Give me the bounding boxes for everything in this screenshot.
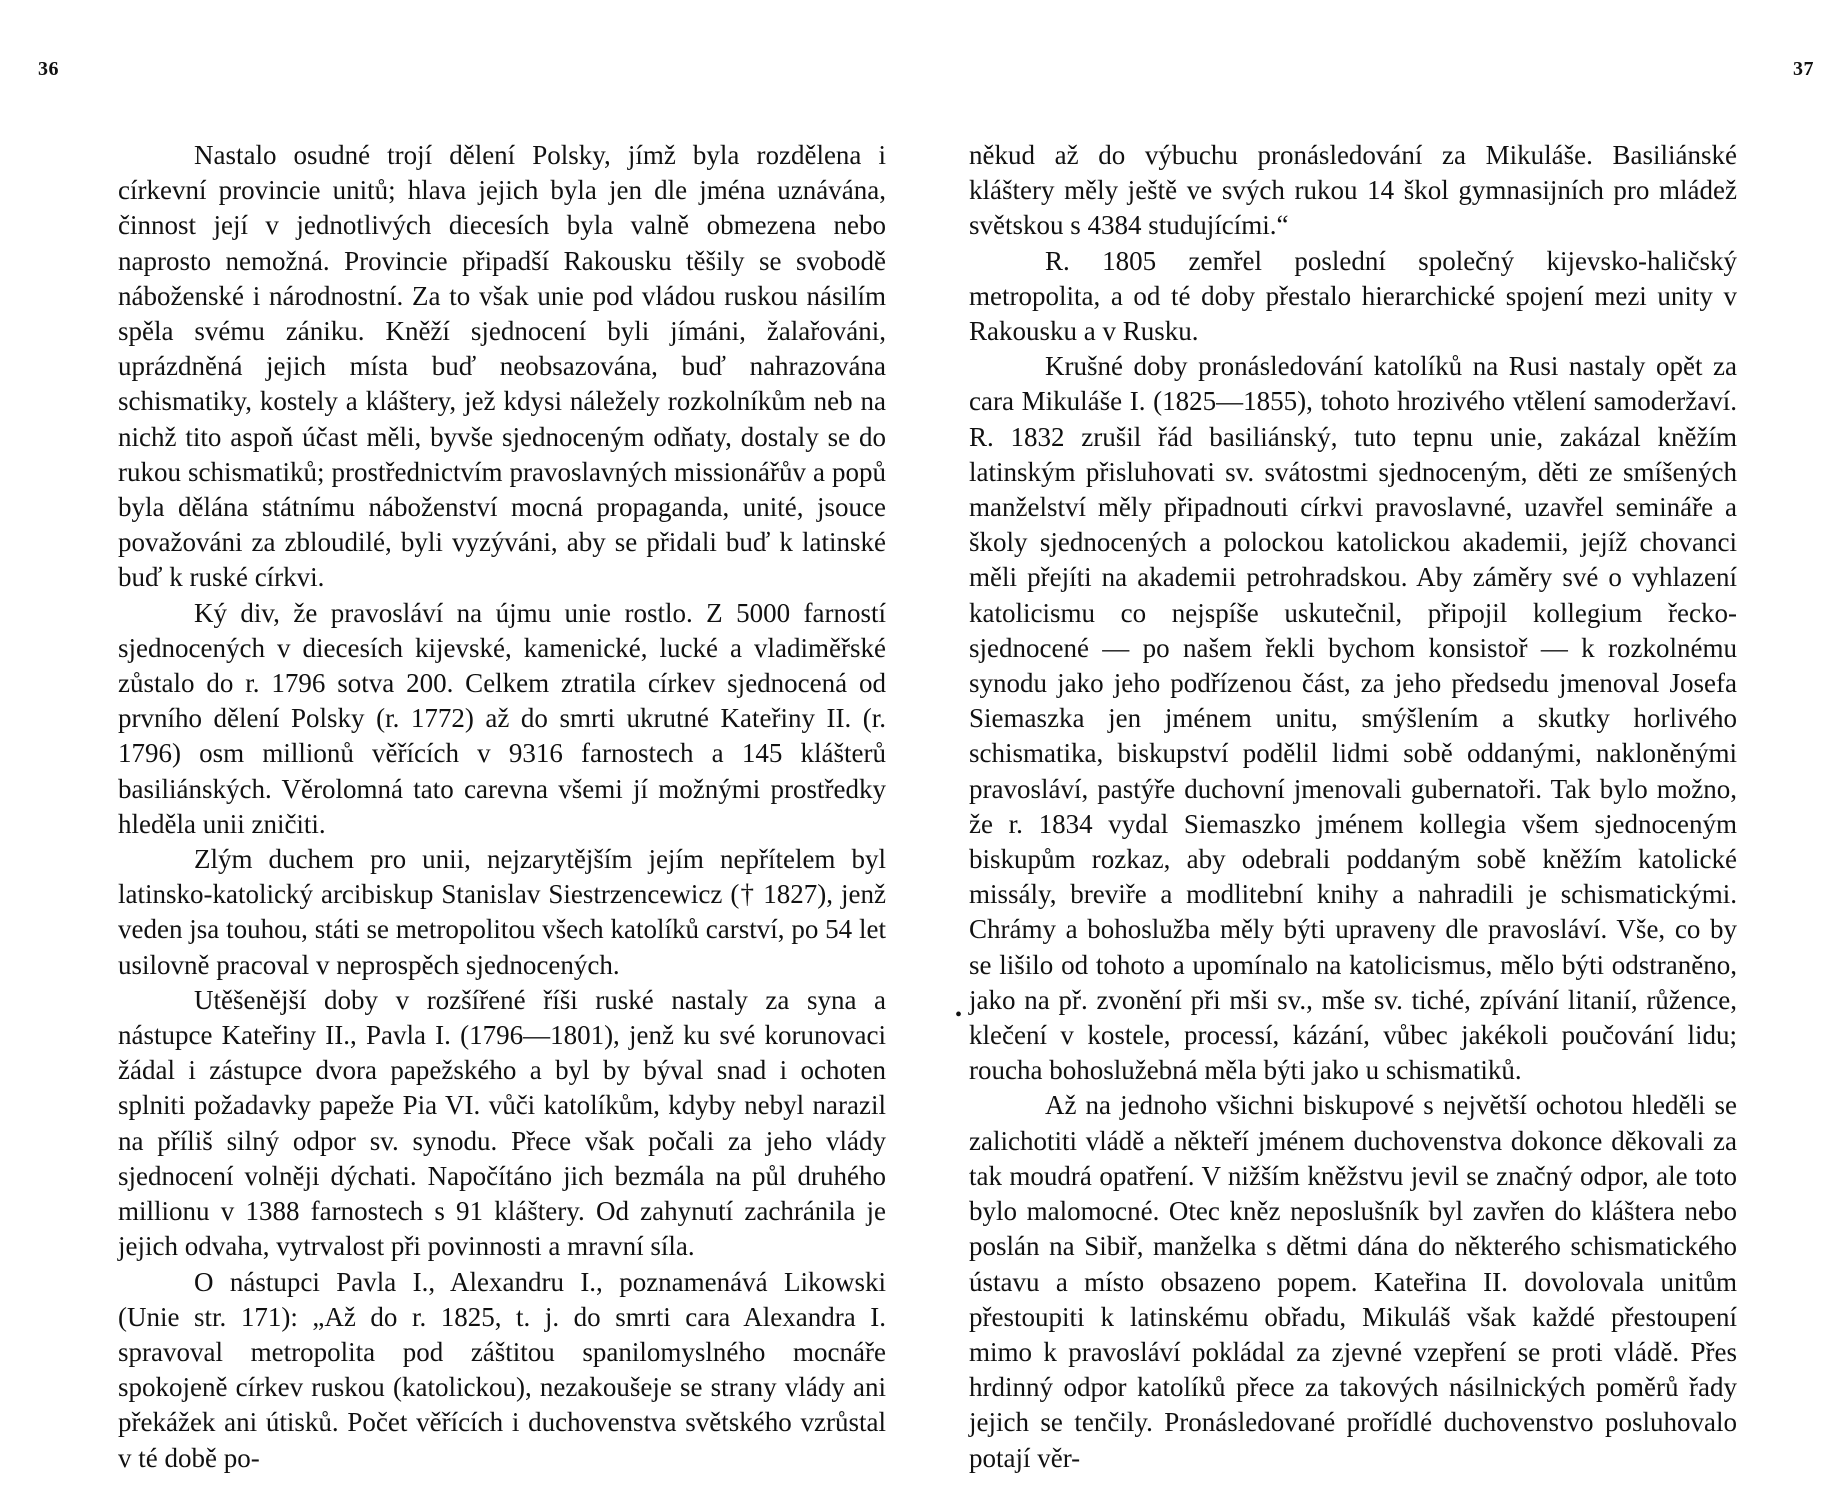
margin-mark: • bbox=[955, 1004, 963, 1026]
paragraph: někud až do výbuchu pronásledování za Mikuláše. Basiliánské kláštery měly ještě ve svých rukou 14 škol gymnasijních pro mládež světskou s 4384 studujícími.“ bbox=[969, 140, 1737, 241]
left-page-number: 36 bbox=[38, 58, 59, 80]
paragraph: Krušné doby pronásledování katolíků na Rusi nastaly opět za cara Mikuláše I. (1825—1855), tohoto hrozivého vtělení samoderžaví. R. 1832 zrušil řád basiliánský, tuto tepnu unie, zakázal kněžím latinským přisluhovati sv. svátostmi sjednoceným, děti ze smíšených manželství měly připadnouti církvi pravoslavné, uzavřel semináře a školy sjednocených a polockou katolickou akademii, jejíž chovanci měli přejíti na akademii petrohradskou. Aby záměry své o vyhlazení katolicismu co nejspíše uskutečnil, připojil kollegium řecko-sjednocené — po našem řekli bychom konsistoř — k rozkolnému synodu jako jeho podřízenou část, za jeho předsedu jmenoval Josefa Siemaszka jen jménem unitu, smýšlením a skutky horlivého schismatika, biskupství podělil lidmi sobě oddanými, nakloněnými pravosláví, pastýře duchovní jmenovali gubernatoři. Tak bylo možno, že r. 1834 vydal Siemaszko jménem kollegia všem sjednoceným biskupům rozkaz, aby odebrali poddaným sobě kněžím katolické missály, breviře a modlitební knihy a nahradili je schismatickými. Chrámy a bohoslužba měly býti upraveny dle pravosláví. Vše, co by se lišilo od tohoto a upomínalo na katolicismus, mělo býti odstraněno, jako na př. zvonění při mši sv., mše sv. tiché, zpívání litanií, růžence, klečení v kostele, processí, kázání, vůbec jakékoli poučování lidu; roucha bohoslužebná měla býti jako u schismatiků. bbox=[969, 351, 1737, 1086]
left-page-text bbox=[118, 138, 886, 1476]
paragraph: O nástupci Pavla I., Alexandru I., poznamenává Likowski (Unie str. 171): „Až do r. 1825, t. j. do smrti cara Alexandra I. spravoval metropolita pod záštitou spanilomyslného mocnáře spokojeně církev ruskou (katolickou), nezakoušeje se strany vlády ani překážek ani útisků. Počet věřících i duchovenstva světského vzrůstal v té době po- bbox=[118, 1266, 886, 1473]
paragraph: Až na jednoho všichni biskupové s největší ochotou hleděli se zalichotiti vládě a někteří jménem duchovenstva dokonce děkovali za tak moudrá opatření. V nižším kněžstvu jevil se značný odpor, ale toto bylo malomocné. Otec kněz neposlušník byl zavřen do kláštera nebo poslán na Sibiř, manželka s dětmi dána do některého schismatického ústavu a místo obsazeno popem. Kateřina II. dovolovala unitům přestoupiti k latinskému obřadu, Mikuláš však každé přestoupení mimo k pravosláví pokládal za zjevné vzepření se proti vládě. Přes hrdinný odpor katolíků přece za takových násilnických poměrů řady jejich se tenčily. Pronásledované prořídlé duchovenstvo posluhovalo potají věr- bbox=[969, 1090, 1737, 1473]
right-page-number: 37 bbox=[1793, 58, 1814, 80]
paragraph: Utěšenější doby v rozšířené říši ruské nastaly za syna a nástupce Kateřiny II., Pavla I. (1796—1801), jenž ku své korunovaci žádal i zástupce dvora papežského a byl by býval snad i ochoten splniti požadavky papeže Pia VI. vůči katolíkům, kdyby nebyl narazil na příliš silný odpor sv. synodu. Přece však počali za jeho vlády sjednocení volněji dýchati. Napočítáno jich bezmála na půl druhého millionu v 1388 farnostech s 91 kláštery. Od zahynutí zachránila je jejich odvaha, vytrvalost při povinnosti a mravní síla. bbox=[118, 984, 886, 1262]
paragraph: Ký div, že pravosláví na újmu unie rostlo. Z 5000 farností sjednocených v diecesích kijevské, kamenické, lucké a vladiměřské zůstalo do r. 1796 sotva 200. Celkem ztratila církev sjednocená od prvního dělení Polsky (r. 1772) až do smrti ukrutné Kateřiny II. (r. 1796) osm millionů věřících v 9316 farnostech a 145 klášterů basiliánských. Věrolomná tato carevna všemi jí možnými prostředky hleděla unii zničiti. bbox=[118, 597, 886, 839]
paragraph: Zlým duchem pro unii, nejzarytějším jejím nepřítelem byl latinsko-katolický arcibiskup Stanislav Siestrzencewicz († 1827), jenž veden jsa touhou, státi se metropolitou všech katolíků carství, po 54 let usilovně pracoval v neprospěch sjednocených. bbox=[118, 844, 886, 980]
paragraph: Nastalo osudné trojí dělení Polsky, jímž byla rozdělena i církevní provincie unitů; hlava jejich byla jen dle jména uznávána, činnost její v jednotlivých diecesích byla valně obmezena nebo naprosto nemožná. Provincie připadší Rakousku těšily se svobodě náboženské i národnostní. Za to však unie pod vládou ruskou násilím spěla svému zániku. Kněží sjednocení byli jímáni, žalařováni, uprázdněná jejich místa buď neobsazována, buď nahrazována schismatiky, kostely a kláštery, jež kdysi náležely rozkolníkům neb na nichž tito aspoň účast měli, byvše sjednoceným odňaty, dostaly se do rukou schismatiků; prostřednictvím pravoslavných missionářův a popů byla dělána státnímu náboženství mocná propaganda, unité, jsouce považováni za zbloudilé, byli vyzýváni, aby se přidali buď k latinské buď k ruské církvi. bbox=[118, 140, 886, 593]
right-page-text bbox=[969, 138, 1737, 1476]
paragraph: R. 1805 zemřel poslední společný kijevsko-haličský metropolita, a od té doby přestalo hierarchické spojení mezi unity v Rakousku a v Rusku. bbox=[969, 245, 1737, 347]
right-page bbox=[917, 0, 1834, 1500]
